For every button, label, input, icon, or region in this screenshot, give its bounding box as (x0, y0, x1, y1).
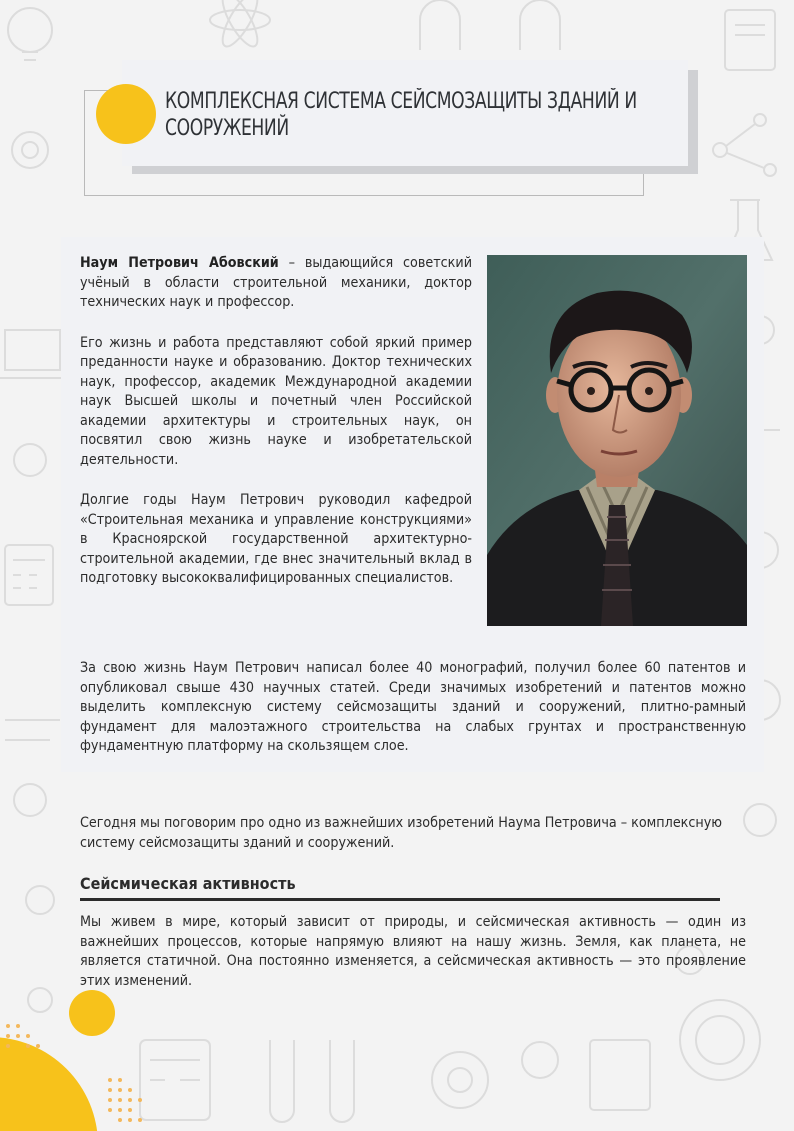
lightbulb-icon (8, 8, 52, 60)
portrait-photo (487, 255, 747, 626)
bio-paragraph-2: Его жизнь и работа представляют собой яркий пример преданности науке и образованию. Доктор технических наук, профессор, академик Международной академии наук Высшей школы и почетный член Российской академии архитектуры и строительных наук, он посвятил свою жизнь науке и изобретательской деятельности. (80, 334, 472, 468)
book-icon (725, 10, 775, 70)
bio-intro (80, 254, 472, 313)
atom-icon (210, 0, 270, 51)
header-accent-circle (96, 84, 156, 144)
magnet-icon (420, 0, 560, 50)
page-title-line-2: СООРУЖЕНИЙ (165, 116, 289, 141)
gear-icon (12, 132, 48, 168)
section-paragraph: Мы живем в мире, который зависит от природы, и сейсмическая активность — один из важнейших процессов, которые напрямую влияют на нашу жизнь. Земля, как планета, не является статичной. Она постоянно изменяется, а сейсмическая активность — это проявление этих изменений. (80, 914, 746, 989)
laptop-icon (0, 330, 65, 378)
decorative-corner (0, 990, 160, 1131)
section-divider (80, 898, 720, 901)
bio-paragraph-3: Долгие годы Наум Петрович руководил кафедрой «Строительная механика и управление конструкциями» в Красноярской государственной архитектурно-строительной академии, где внес значительный вклад в подготовку высококвалифицированных специалистов. (80, 492, 472, 586)
calculator-icon (5, 545, 53, 605)
section-heading: Сейсмическая активность (80, 874, 296, 893)
page-title-line-1: КОМПЛЕКСНАЯ СИСТЕМА СЕЙСМОЗАЩИТЫ ЗДАНИЙ И (165, 89, 637, 114)
bio-text (80, 254, 472, 610)
achievements-paragraph: За свою жизнь Наум Петрович написал более 40 монографий, получил более 60 патентов и опубликовал свыше 430 научных статей. Среди значимых изобретений и патентов можно выделить комплексную систему сейсмозащиты зданий и сооружений, плитно-рамный фундамент для малоэтажного строительства на слабых грунтах и пространственную фундаментную платформу на скользящем слое. (80, 660, 746, 754)
bio-intro-rest: – выдающийся советский учёный в области строительной механики, доктор технических наук и профессор. (80, 255, 472, 310)
bio-name: Наум Петрович Абовский (80, 255, 279, 271)
page-title (165, 88, 664, 142)
today-paragraph: Сегодня мы поговорим про одно из важнейших изобретений Наума Петровича – комплексную систему сейсмозащиты зданий и сооружений. (80, 815, 723, 851)
molecule-icon (713, 114, 776, 176)
